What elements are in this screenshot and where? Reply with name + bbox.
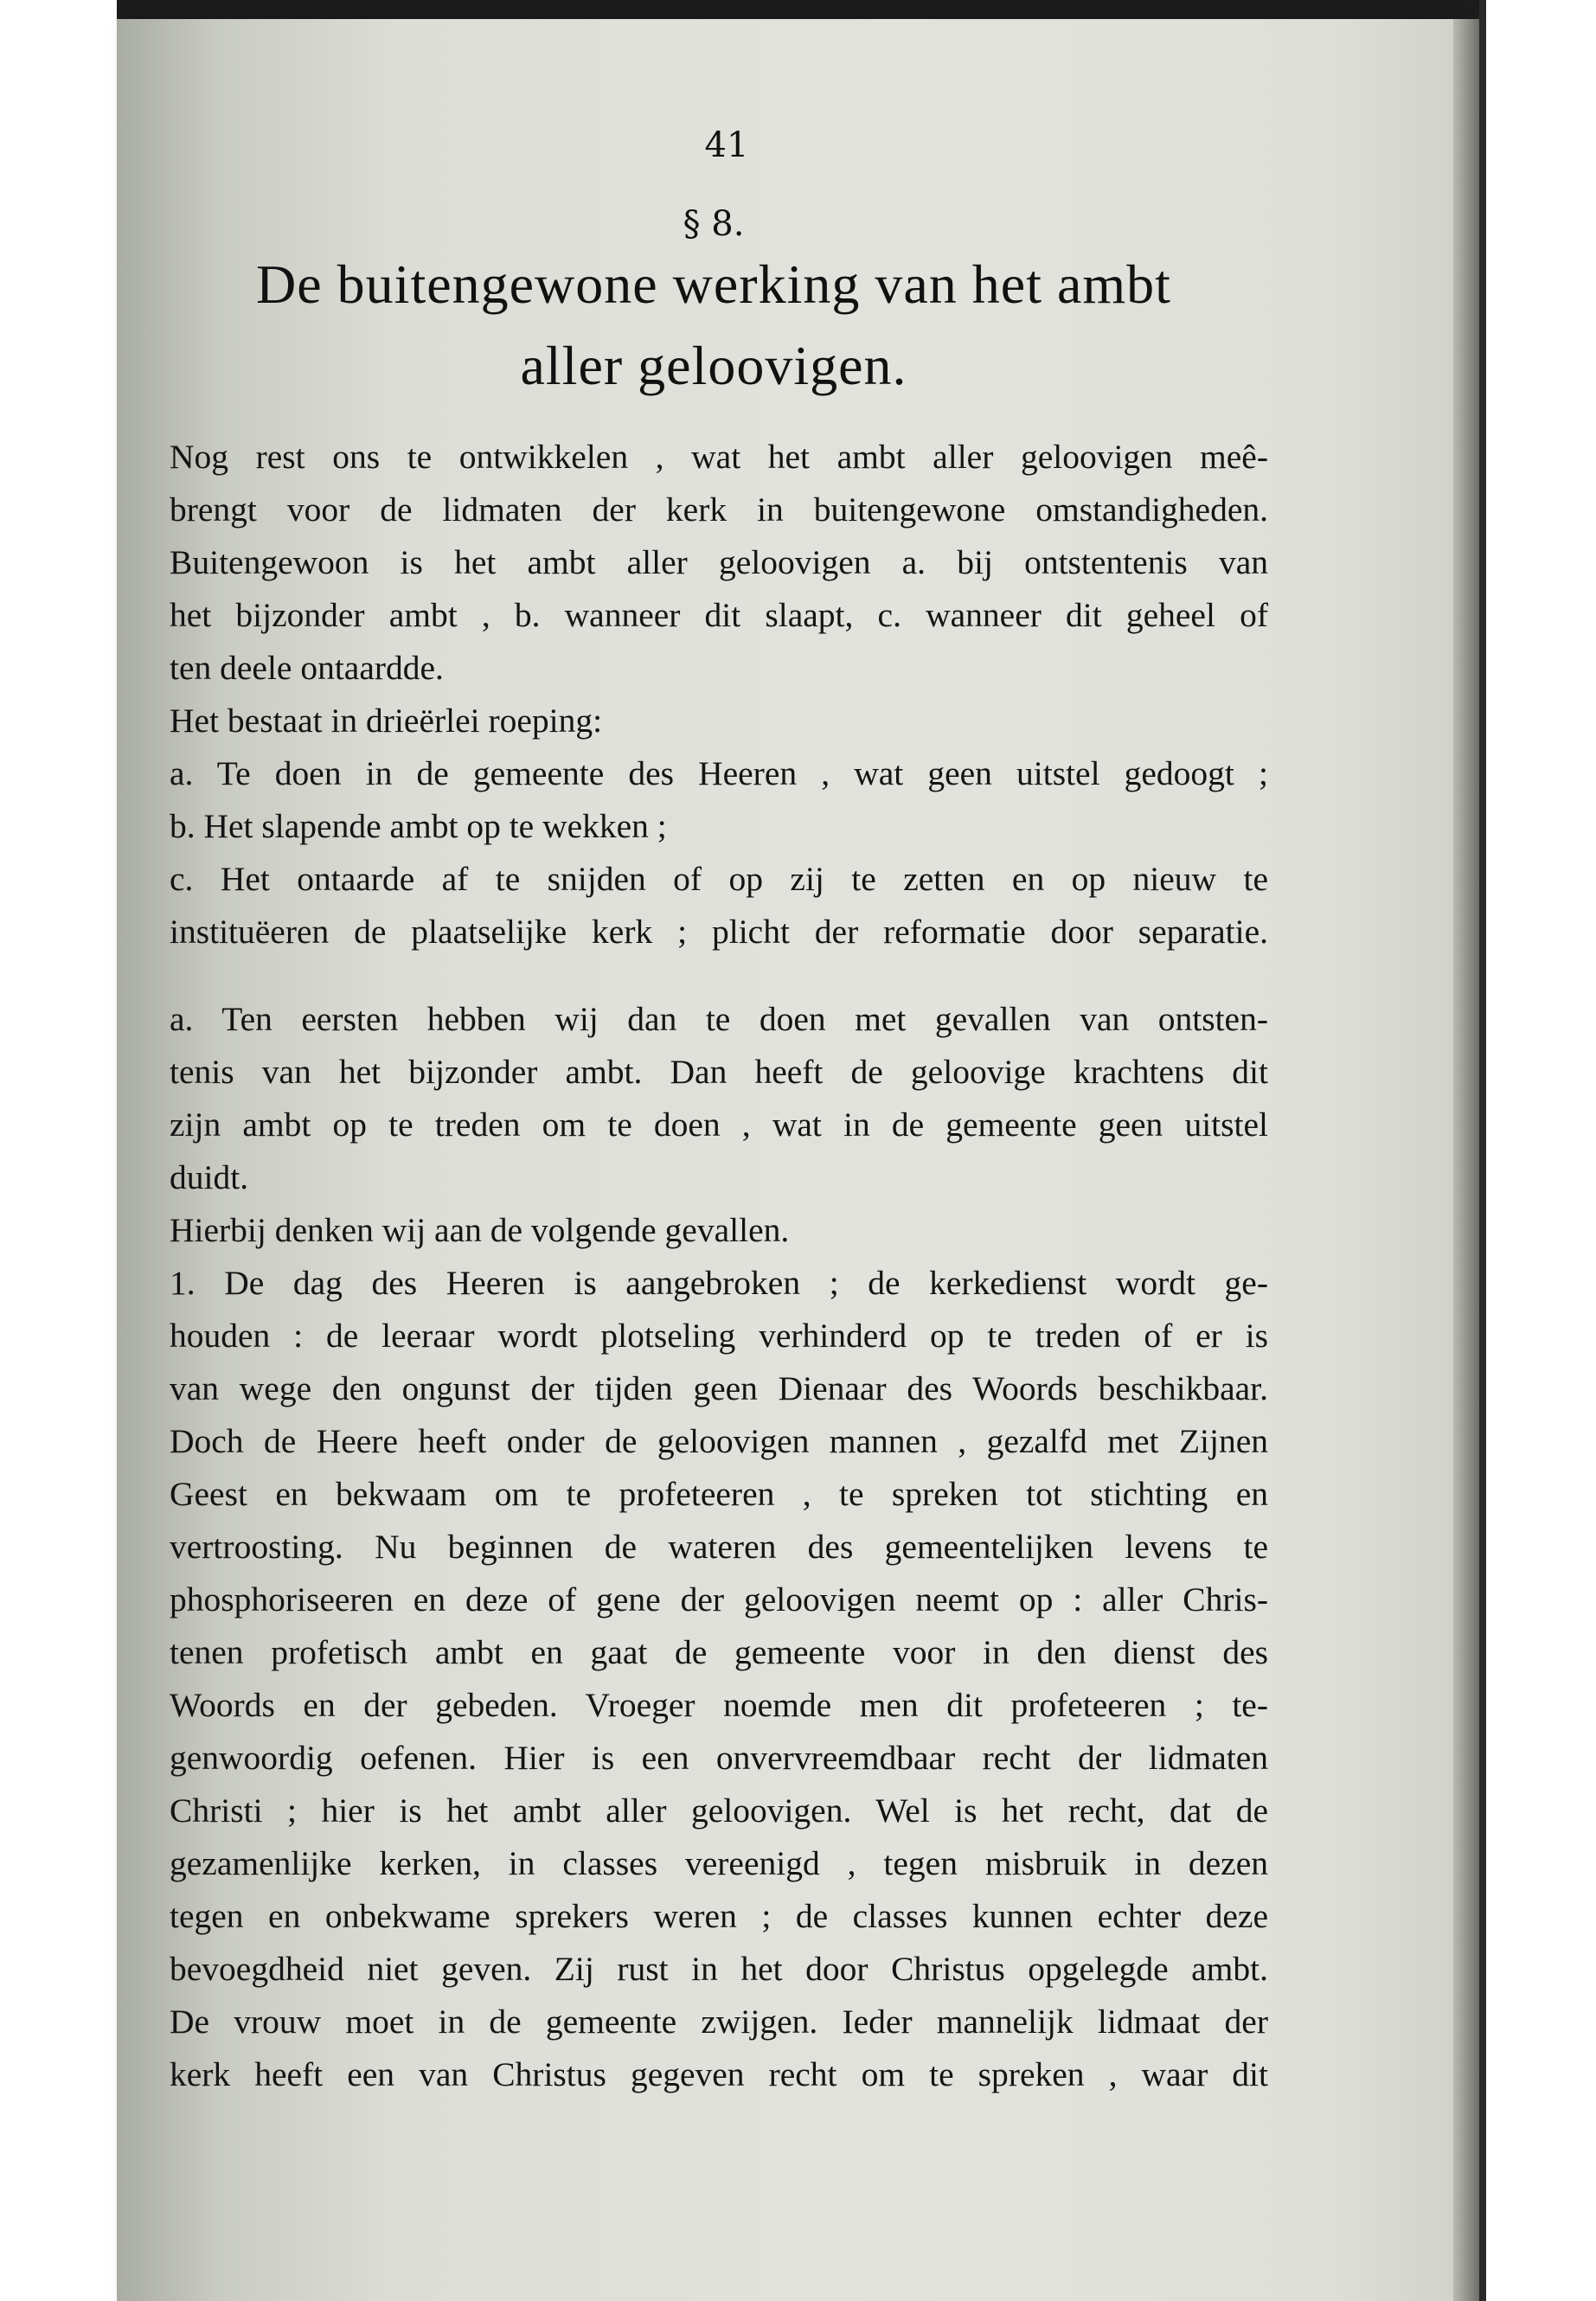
text-line: instituëeren de plaatselijke kerk ; plicht der reformatie door separatie.	[170, 913, 1268, 951]
scan-right-border	[1479, 0, 1486, 2301]
scan-left-margin	[0, 0, 121, 2301]
text-line: houden : de leeraar wordt plotseling verhinderd op te treden of er is	[170, 1317, 1268, 1355]
text-line: tegen en onbekwame sprekers weren ; de classes kunnen echter deze	[170, 1897, 1268, 1935]
text-line: zijn ambt op te treden om te doen , wat in de gemeente geen uitstel	[170, 1106, 1268, 1144]
section-number: § 8.	[683, 204, 745, 244]
body-text	[170, 431, 1268, 2101]
section-title-line-2: aller geloovigen.	[520, 335, 907, 396]
text-line: De vrouw moet in de gemeente zwijgen. Ieder mannelijk lidmaat der	[170, 2003, 1268, 2041]
text-line: Buitengewoon is het ambt aller geloovigen a. bij ontstentenis van	[170, 543, 1268, 581]
text-line: tenis van het bijzonder ambt. Dan heeft de geloovige krachtens dit	[170, 1053, 1268, 1091]
paragraph-gap	[170, 958, 1268, 993]
text-line: tenen profetisch ambt en gaat de gemeente voor in den dienst des	[170, 1633, 1268, 1671]
text-line: phosphoriseeren en deze of gene der geloovigen neemt op : aller Chris-	[170, 1580, 1268, 1618]
text-line: gezamenlijke kerken, in classes vereenigd , tegen misbruik in dezen	[170, 1844, 1268, 1882]
text-line: kerk heeft een van Christus gegeven recht om te spreken , waar dit	[170, 2055, 1268, 2093]
text-line: Woords en der gebeden. Vroeger noemde men dit profeteeren ; te-	[170, 1686, 1268, 1724]
text-line: Het bestaat in drieërlei roeping:	[170, 702, 603, 740]
text-line: het bijzonder ambt , b. wanneer dit slaapt, c. wanneer dit geheel of	[170, 596, 1268, 634]
text-line: bevoegdheid niet geven. Zij rust in het door Christus opgelegde ambt.	[170, 1950, 1268, 1988]
page-number: 41	[704, 125, 749, 165]
text-line: vertroosting. Nu beginnen de wateren des gemeentelijken levens te	[170, 1528, 1268, 1566]
text-line: Nog rest ons te ontwikkelen , wat het ambt aller geloovigen meê-	[170, 438, 1268, 476]
text-line: Geest en bekwaam om te profeteeren , te spreken tot stichting en	[170, 1475, 1268, 1513]
list-item-b: b. Het slapende ambt op te wekken ;	[170, 807, 667, 845]
text-line: genwoordig oefenen. Hier is een onvervreemdbaar recht der lidmaten	[170, 1739, 1268, 1777]
section-title-line-1: De buitengewone werking van het ambt	[256, 253, 1171, 315]
text-line: Hierbij denken wij aan de volgende gevallen.	[170, 1211, 790, 1249]
text-line: brengt voor de lidmaten der kerk in buitengewone omstandigheden.	[170, 490, 1268, 529]
text-line: Christi ; hier is het ambt aller geloovigen. Wel is het recht, dat de	[170, 1791, 1268, 1830]
page-edge	[1453, 19, 1479, 2301]
text-line: 1. De dag des Heeren is aangebroken ; de kerkedienst wordt ge-	[170, 1264, 1268, 1302]
text-line: ten deele ontaardde.	[170, 649, 444, 687]
text-line: van wege den ongunst der tijden geen Dienaar des Woords beschikbaar.	[170, 1369, 1268, 1407]
text-line: a. Ten eersten hebben wij dan te doen met gevallen van ontsten-	[170, 1000, 1268, 1038]
list-item-a: a. Te doen in de gemeente des Heeren , wat geen uitstel gedoogt ;	[170, 754, 1268, 792]
text-line: Doch de Heere heeft onder de geloovigen mannen , gezalfd met Zijnen	[170, 1422, 1268, 1460]
scan-top-border	[117, 0, 1484, 19]
text-line: duidt.	[170, 1158, 249, 1196]
list-item-c: c. Het ontaarde af te snijden of op zij te zetten en op nieuw te	[170, 860, 1268, 898]
